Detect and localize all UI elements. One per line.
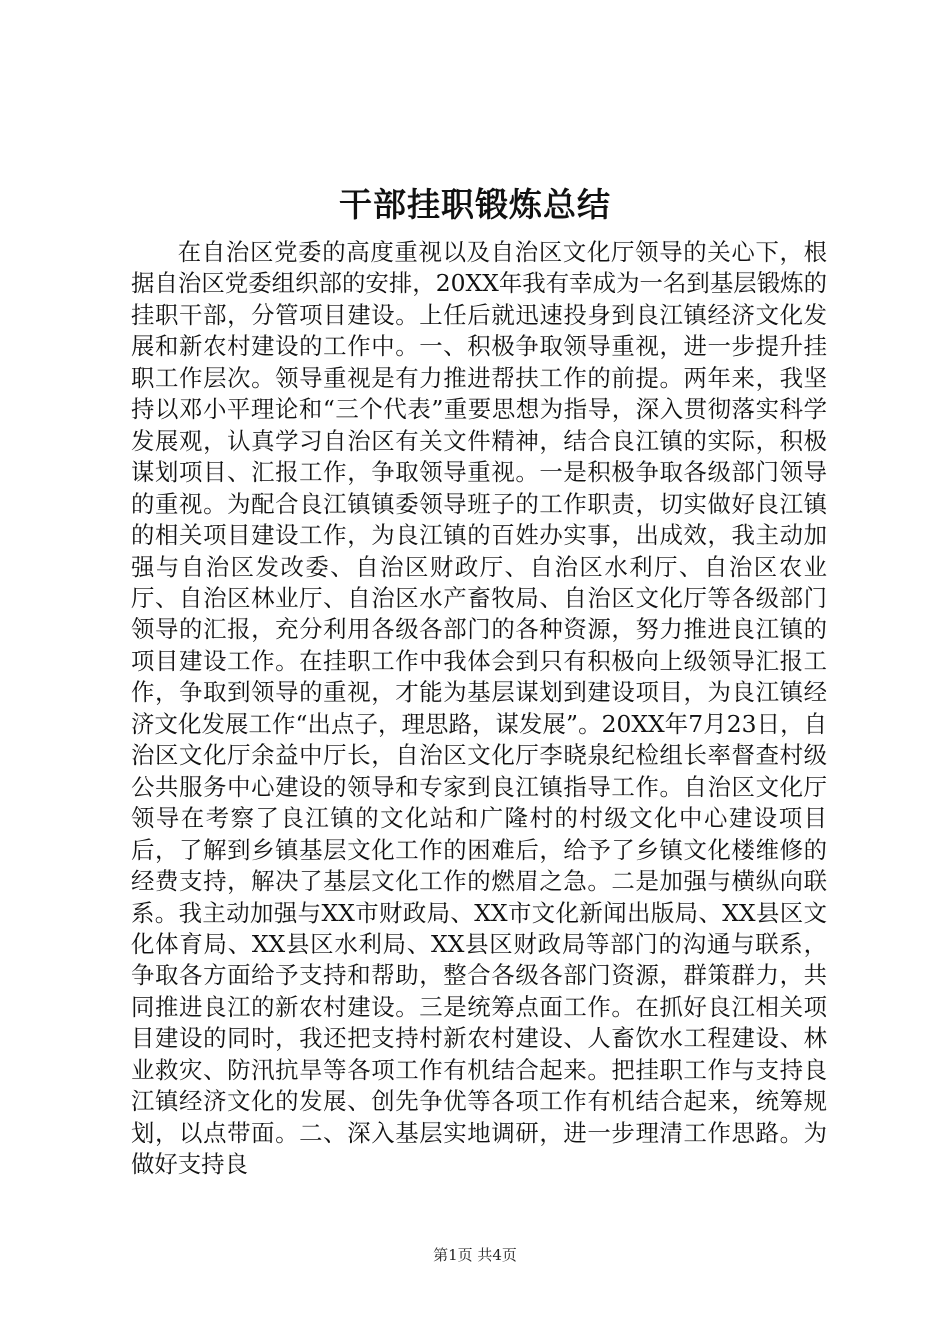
page-number-footer: 第1页 共4页	[433, 1246, 517, 1264]
document-title: 干部挂职锻炼总结	[339, 185, 611, 224]
document-body-paragraph: 在自治区党委的高度重视以及自治区文化厅领导的关心下，根据自治区党委组织部的安排，20XX年我有幸成为一名到基层锻炼的挂职干部，分管项目建设。上任后就迅速投身到良江镇经济文化发展和新农村建设的工作中。一、积极争取领导重视，进一步提升挂职工作层次。领导重视是有力推进帮扶工作的前提。两年来，我坚持以邓小平理论和“三个代表”重要思想为指导，深入贯彻落实科学发展观，认真学习自治区有关文件精神，结合良江镇的实际，积极谋划项目、汇报工作，争取领导重视。一是积极争取各级部门领导的重视。为配合良江镇镇委领导班子的工作职责，切实做好良江镇的相关项目建设工作，为良江镇的百姓办实事，出成效，我主动加强与自治区发改委、自治区财政厅、自治区水利厅、自治区农业厅、自治区林业厅、自治区水产畜牧局、自治区文化厅等各级部门领导的汇报，充分利用各级各部门的各种资源，努力推进良江镇的项目建设工作。在挂职工作中我体会到只有积极向上级领导汇报工作，争取到领导的重视，才能为基层谋划到建设项目，为良江镇经济文化发展工作“出点子，理思路，谋发展”。20XX年7月23日，自治区文化厅余益中厅长，自治区文化厅李晓泉纪检组长率督查村级公共服务中心建设的领导和专家到良江镇指导工作。自治区文化厅领导在考察了良江镇的文化站和广隆村的村级文化中心建设项目后，了解到乡镇基层文化工作的困难后，给予了乡镇文化楼维修的经费支持，解决了基层文化工作的燃眉之急。二是加强与横纵向联系。我主动加强与XX市财政局、XX市文化新闻出版局、XX县区文化体育局、XX县区水利局、XX县区财政局等部门的沟通与联系，争取各方面给予支持和帮助，整合各级各部门资源，群策群力，共同推进良江的新农村建设。三是统筹点面工作。在抓好良江相关项目建设的同时，我还把支持村新农村建设、人畜饮水工程建设、林业救灾、防汛抗旱等各项工作有机结合起来。把挂职工作与支持良江镇经济文化的发展、创先争优等各项工作有机结合起来，统筹规划，以点带面。二、深入基层实地调研，进一步理清工作思路。为做好支持良	[131, 238, 827, 1179]
